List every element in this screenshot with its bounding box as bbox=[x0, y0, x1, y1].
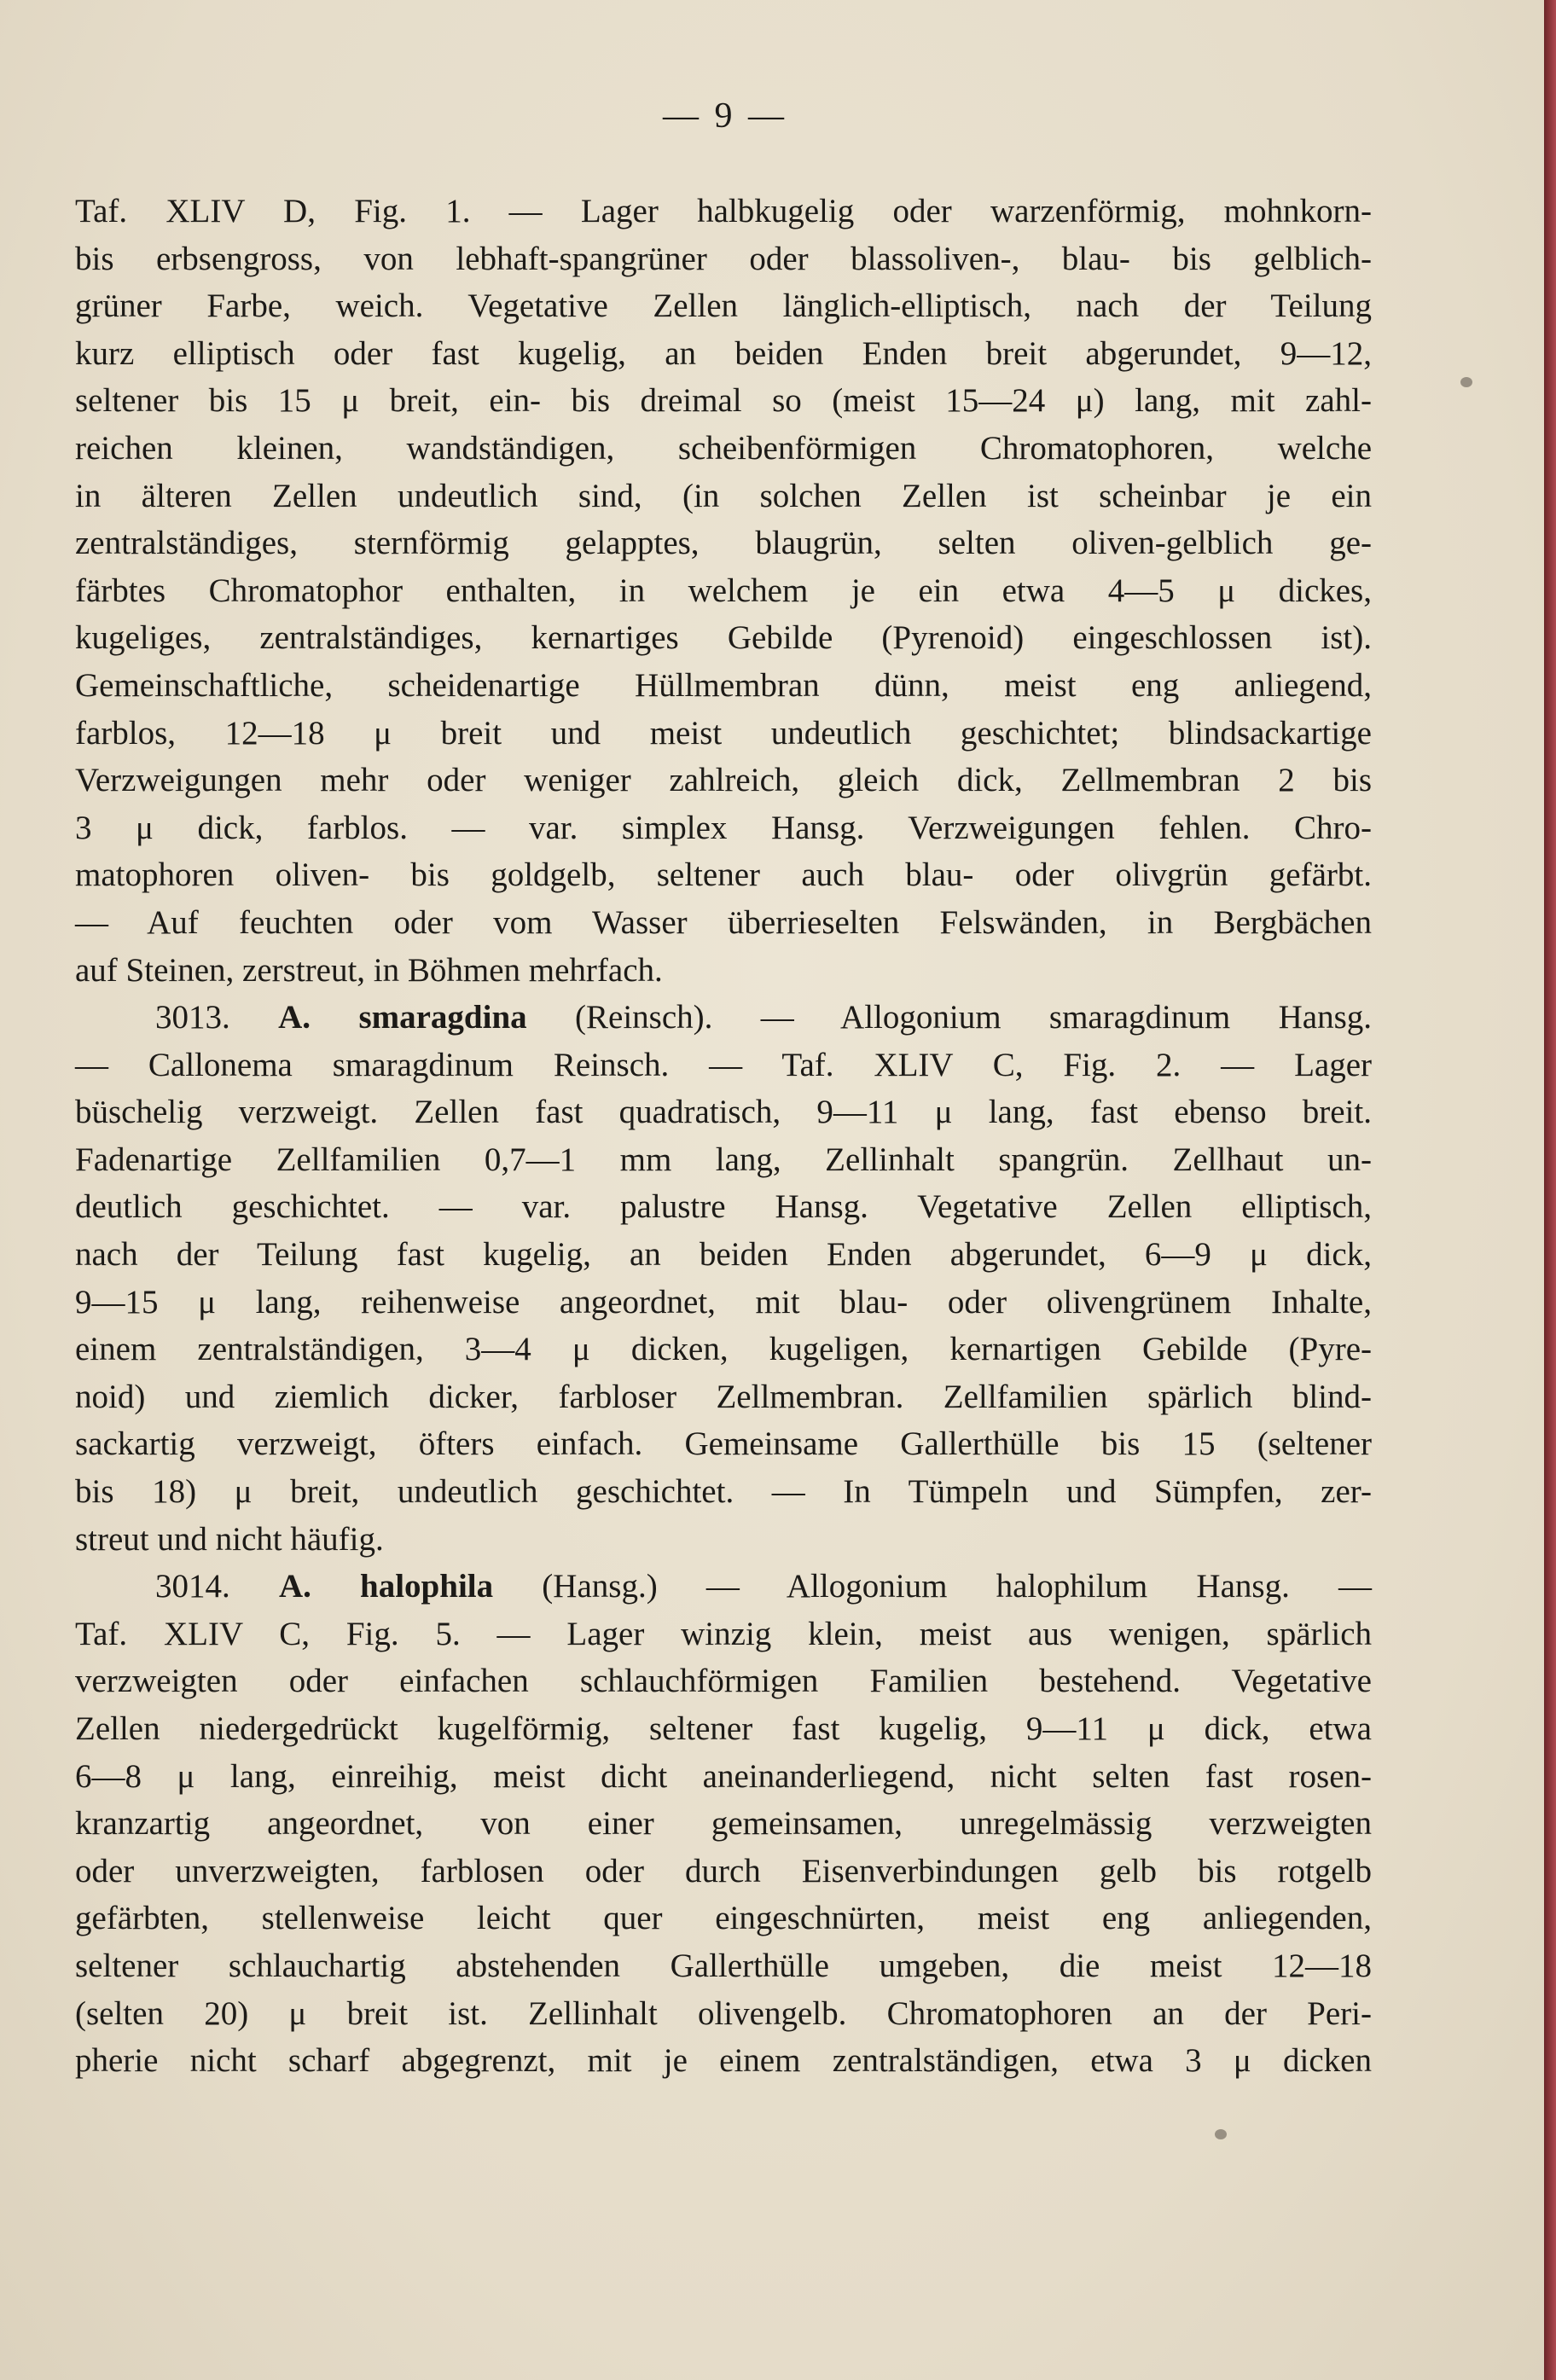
text-line: gefärbten, stellenweise leicht quer eingeschnürten, meist eng anliegenden, bbox=[75, 1900, 1372, 1937]
text-line: Fadenartige Zellfamilien 0,7—1 mm lang, Zellinhalt spangrün. Zellhaut un- bbox=[75, 1141, 1372, 1178]
text-line: Zellen niedergedrückt kugelförmig, seltener fast kugelig, 9—11 μ dick, etwa bbox=[75, 1710, 1372, 1747]
text-line: — Auf feuchten oder vom Wasser überrieselten Felswänden, in Bergbächen bbox=[75, 903, 1372, 941]
text-line: Taf. XLIV C, Fig. 5. — Lager winzig klein, meist aus wenigen, spärlich bbox=[75, 1615, 1372, 1652]
text-line: streut und nicht häufig. bbox=[75, 1520, 384, 1558]
text-line: seltener bis 15 μ breit, ein- bis dreimal so (meist 15—24 μ) lang, mit zahl- bbox=[75, 382, 1372, 420]
text-line: noid) und ziemlich dicker, farbloser Zellmembran. Zellfamilien spärlich blind- bbox=[75, 1378, 1372, 1415]
text-line: sackartig verzweigt, öfters einfach. Gemeinsame Gallerthülle bis 15 (seltener bbox=[75, 1425, 1372, 1463]
text-line: 3013. A. smaragdina (Reinsch). — Allogonium smaragdinum Hansg. bbox=[155, 999, 1373, 1036]
ink-smudge bbox=[1215, 2129, 1227, 2139]
text-line: kurz elliptisch oder fast kugelig, an beiden Enden breit abgerundet, 9—12, bbox=[75, 334, 1372, 372]
text-line: einem zentralständigen, 3—4 μ dicken, kugeligen, kernartigen Gebilde (Pyre- bbox=[75, 1331, 1372, 1368]
ink-smudge bbox=[1460, 377, 1472, 387]
text-line: — Callonema smaragdinum Reinsch. — Taf. XLIV C, Fig. 2. — Lager bbox=[75, 1046, 1372, 1083]
text-line: pherie nicht scharf abgegrenzt, mit je einem zentralständigen, etwa 3 μ dicken bbox=[75, 2042, 1372, 2080]
text-line: 3014. A. halophila (Hansg.) — Allogonium halophilum Hansg. — bbox=[155, 1568, 1372, 1605]
body-text bbox=[75, 188, 1372, 2085]
text-line: in älteren Zellen undeutlich sind, (in solchen Zellen ist scheinbar je ein bbox=[75, 477, 1372, 514]
text-line: büschelig verzweigt. Zellen fast quadratisch, 9—11 μ lang, fast ebenso breit. bbox=[75, 1094, 1372, 1131]
text-line: grüner Farbe, weich. Vegetative Zellen länglich-elliptisch, nach der Teilung bbox=[75, 287, 1372, 325]
text-line: matophoren oliven- bis goldgelb, seltener auch blau- oder olivgrün gefärbt. bbox=[75, 856, 1372, 894]
text-line: seltener schlauchartig abstehenden Gallerthülle umgeben, die meist 12—18 bbox=[75, 1947, 1372, 1984]
text-line: farblos, 12—18 μ breit und meist undeutlich geschichtet; blindsackartige bbox=[75, 714, 1372, 752]
text-line: 3 μ dick, farblos. — var. simplex Hansg. Verzweigungen fehlen. Chro- bbox=[75, 809, 1372, 846]
text-line: kugeliges, zentralständiges, kernartiges Gebilde (Pyrenoid) eingeschlossen ist). bbox=[75, 619, 1372, 657]
text-line: bis 18) μ breit, undeutlich geschichtet. — In Tümpeln und Sümpfen, zer- bbox=[75, 1473, 1372, 1511]
text-line: nach der Teilung fast kugelig, an beiden Enden abgerundet, 6—9 μ dick, bbox=[75, 1236, 1372, 1274]
text-line: (selten 20) μ breit ist. Zellinhalt olivengelb. Chromatophoren an der Peri- bbox=[75, 1994, 1372, 2032]
text-line: reichen kleinen, wandständigen, scheibenförmigen Chromatophoren, welche bbox=[75, 429, 1372, 467]
text-line: zentralständiges, sternförmig gelapptes, blaugrün, selten oliven-gelblich ge- bbox=[75, 525, 1372, 562]
text-line: 9—15 μ lang, reihenweise angeordnet, mit blau- oder olivengrünem Inhalte, bbox=[75, 1283, 1372, 1321]
text-line: bis erbsengross, von lebhaft-spangrüner oder blassoliven-, blau- bis gelblich- bbox=[75, 240, 1372, 277]
text-line: oder unverzweigten, farblosen oder durch Eisenverbindungen gelb bis rotgelb bbox=[75, 1852, 1372, 1889]
page-number: — 9 — bbox=[663, 96, 787, 136]
text-line: 6—8 μ lang, einreihig, meist dicht aneinanderliegend, nicht selten fast rosen- bbox=[75, 1757, 1372, 1795]
text-line: färbtes Chromatophor enthalten, in welchem je ein etwa 4—5 μ dickes, bbox=[75, 572, 1372, 609]
text-line: Verzweigungen mehr oder weniger zahlreich, gleich dick, Zellmembran 2 bis bbox=[75, 762, 1372, 799]
text-line: Taf. XLIV D, Fig. 1. — Lager halbkugelig oder warzenförmig, mohnkorn- bbox=[75, 193, 1372, 229]
text-line: deutlich geschichtet. — var. palustre Hansg. Vegetative Zellen elliptisch, bbox=[75, 1188, 1372, 1226]
text-line: auf Steinen, zerstreut, in Böhmen mehrfach. bbox=[75, 951, 663, 989]
text-line: kranzartig angeordnet, von einer gemeinsamen, unregelmässig verzweigten bbox=[75, 1805, 1372, 1843]
text-line: verzweigten oder einfachen schlauchförmigen Familien bestehend. Vegetative bbox=[75, 1663, 1372, 1700]
page-edge bbox=[1544, 0, 1556, 2380]
text-line: Gemeinschaftliche, scheidenartige Hüllmembran dünn, meist eng anliegend, bbox=[75, 666, 1372, 704]
